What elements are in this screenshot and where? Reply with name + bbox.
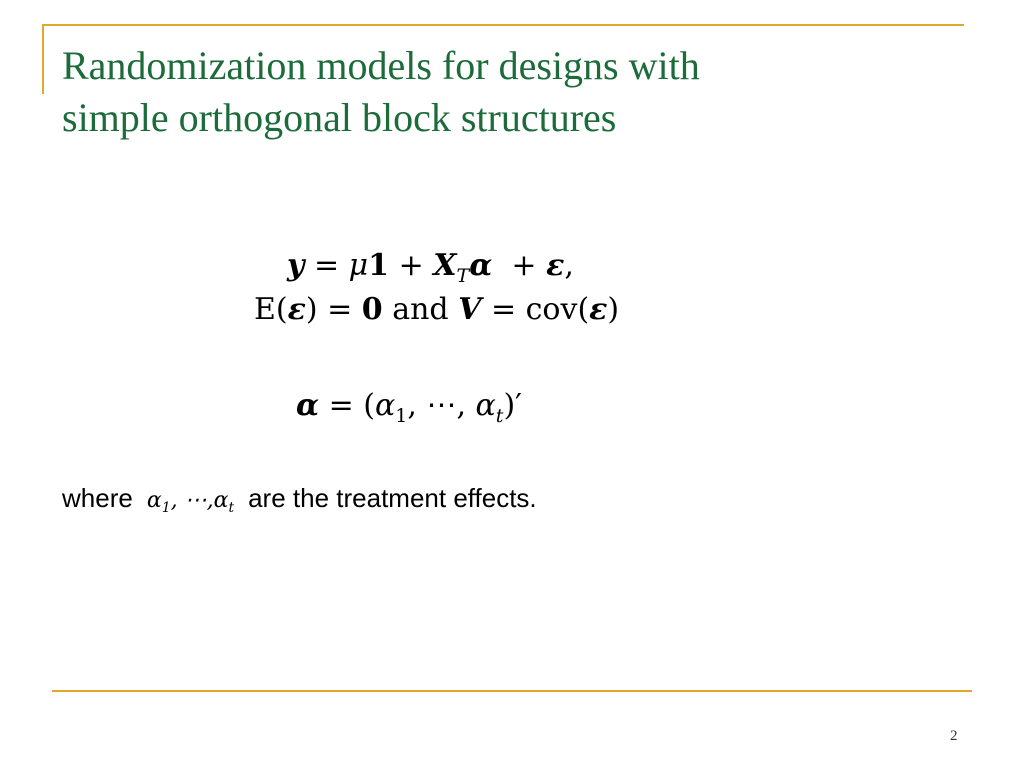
page-number: 2 (950, 728, 958, 744)
top-border-line (44, 24, 964, 26)
body-text (62, 483, 537, 516)
slide-title (62, 40, 942, 144)
title-line-2: simple orthogonal block structures (62, 95, 617, 140)
inline-math-alpha: $\alpha_1$, $\cdots,\alpha_t$ (146, 488, 235, 516)
body-prefix: where (62, 483, 133, 513)
bottom-rule (52, 690, 972, 692)
title-line-1: Randomization models for designs with (62, 43, 700, 88)
equation-alpha-vector: $\alpha = (\alpha_1$, ⋯, $\alpha_t)'$ (296, 388, 522, 427)
equation-error-assumptions: E(ε) = 0 and V = cov(ε) (254, 292, 620, 327)
equation-model: $y = \mu 1 + X_T\alpha + \varepsilon$, (287, 248, 574, 287)
left-border-line (42, 24, 44, 94)
body-suffix: are the treatment effects. (248, 483, 537, 513)
